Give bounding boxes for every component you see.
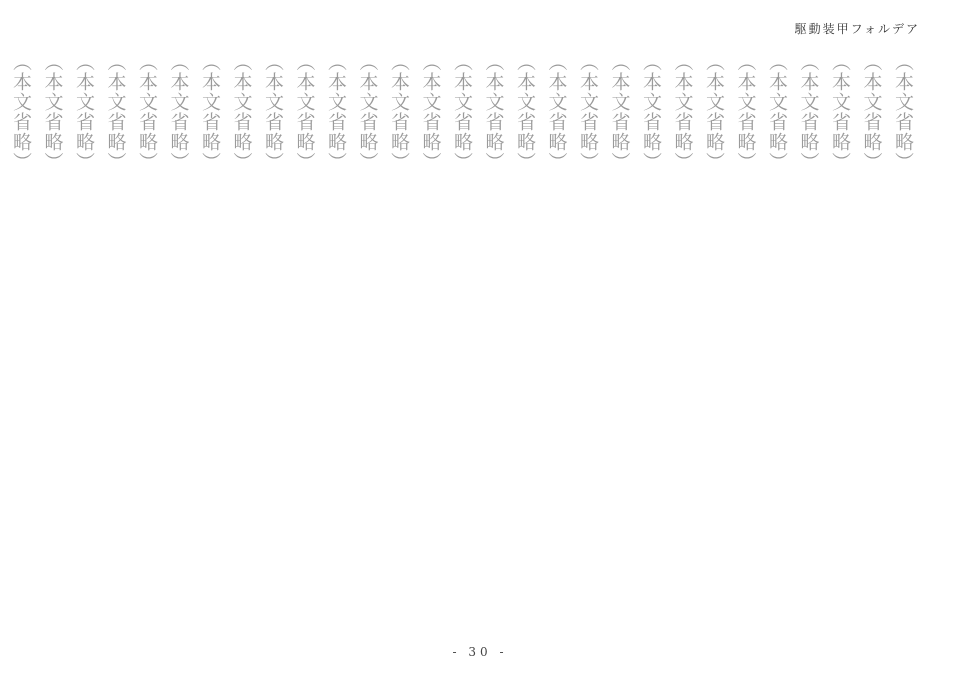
text-column: （本文省略） [73, 52, 95, 563]
text-column: （本文省略） [608, 52, 631, 563]
text-column: （本文省略） [293, 52, 316, 563]
text-column: （本文省略） [734, 52, 757, 563]
vertical-text-body [10, 52, 918, 632]
text-column: （本文省略） [41, 52, 64, 563]
text-column: （本文省略） [451, 52, 473, 172]
text-column: （本文省略） [388, 52, 410, 543]
text-column: （本文省略） [671, 52, 694, 172]
text-column: （本文省略） [860, 52, 883, 172]
text-column: （本文省略） [703, 52, 725, 303]
text-column: （本文省略） [577, 52, 599, 563]
text-column: （本文省略） [167, 52, 190, 563]
text-column: （本文省略） [136, 52, 158, 563]
text-column: （本文省略） [514, 52, 536, 563]
text-column: （本文省略） [199, 52, 221, 172]
text-column: （本文省略） [640, 52, 662, 563]
text-column: （本文省略） [262, 52, 284, 563]
text-column: （本文省略） [892, 52, 914, 543]
text-column: （本文省略） [766, 52, 788, 563]
book-title-header: 駆動装甲フォルデア [794, 22, 920, 36]
text-column [0, 52, 5, 632]
text-column: （本文省略） [104, 52, 127, 563]
text-column: （本文省略） [419, 52, 442, 483]
page-number: - 30 - [452, 645, 508, 659]
text-column: （本文省略） [230, 52, 253, 563]
text-column: （本文省略） [797, 52, 820, 563]
text-column: （本文省略） [482, 52, 505, 383]
text-column: （本文省略） [829, 52, 851, 563]
text-column: （本文省略） [356, 52, 379, 343]
text-column: （本文省略） [10, 52, 32, 563]
text-column: （本文省略） [325, 52, 347, 443]
text-column: （本文省略） [545, 52, 568, 563]
